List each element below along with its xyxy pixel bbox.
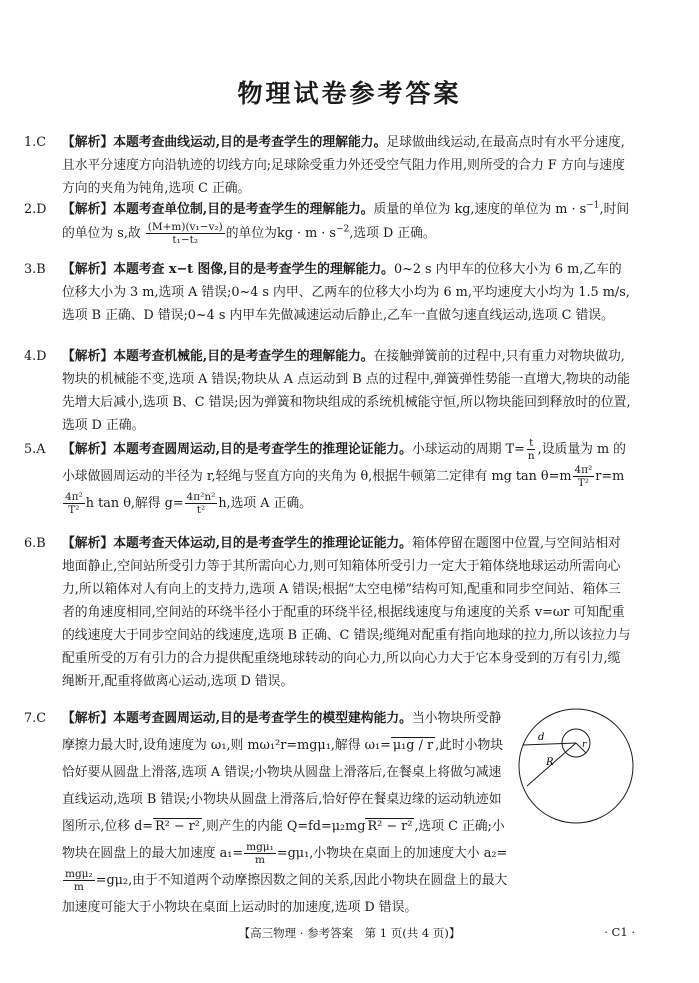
analysis-head: 本题考查机械能,目的是考查学生的理解能力。 [113,349,374,364]
analysis-body: 小球运动的周期 T= [411,442,525,457]
circle-figure [516,706,636,826]
fraction-denominator: t₁−t₂ [172,234,199,246]
outer-circle [519,709,633,823]
sqrt-expression: μ₁g / r [392,738,434,753]
analysis-tag: 【解析】 [62,202,114,217]
footer-code: · C1 · [604,925,635,939]
fraction [573,464,595,489]
answer-number: 4.D [24,349,47,364]
analysis-body: ,时间的单位为 s,故 [62,202,630,241]
fraction-denominator: n [527,450,535,462]
fraction-denominator: T² [68,504,80,516]
answer-5 [24,436,632,517]
answer-number: 7.C [24,711,47,726]
analysis-head: 本题考查天体运动,目的是考查学生的推理论证能力。 [113,536,412,551]
fraction-denominator: T² [577,477,589,489]
analysis-head: 本题考查 x−t 图像,目的是考查学生的理解能力。 [113,262,394,277]
analysis-tag: 【解析】 [62,135,114,150]
fraction [244,841,276,866]
analysis-body: 质量的单位为 kg,速度的单位为 m · s [373,202,587,217]
analysis-body: 的单位为kg · m · s [225,226,336,241]
page-footer: 【高三物理 · 参考答案 第 1 页(共 4 页)】 [238,926,461,940]
label-d: d [538,732,545,743]
exponent: −1 [586,200,600,211]
analysis-body: ,选项 C 正确;小物块在圆盘上的最大加速度 a₁= [62,819,505,861]
fraction-denominator: t² [196,504,206,516]
analysis-body: ,此时小物块恰好要从圆盘上滑落,选项 A 错误;小物块从圆盘上滑落后,在餐桌上将做匀减速直线运动,选项 B 错误;小物块从圆盘上滑落后,恰好停在餐桌边缘的运动轨迹如图所示,位移 d= [62,738,504,834]
exponent: −2 [336,224,350,235]
analysis-body: =gμ₁,小物块在桌面上的加速度大小 a₂= [276,846,508,861]
analysis-body: ,设质量为 m 的小球做圆周运动的半径为 r,轻绳与竖直方向的夹角为 θ,根据牛顿第二定律有 mg tan θ=m [62,442,626,484]
analysis-tag: 【解析】 [62,349,114,364]
answer-number: 1.C [24,135,47,150]
sqrt-expression: R² − r² [367,819,413,834]
page-title: 物理试卷参考答案 [237,79,462,108]
fraction-denominator: m [255,854,265,866]
answer-number: 6.B [24,536,46,551]
analysis-head: 本题考查圆周运动,目的是考查学生的模型建构能力。 [113,711,412,726]
fraction [185,491,218,516]
analysis-body: =gμ₂,由于不知道两个动摩擦因数之间的关系,因此小物块在圆盘上的最大加速度可能大于小物块在桌面上运动时的加速度,选项 D 错误。 [62,873,508,915]
answer-6 [24,532,632,693]
fraction-numerator: mgμ₂ [65,868,93,880]
analysis-head: 本题考查单位制,目的是考查学生的理解能力。 [113,202,374,217]
answer-4 [24,345,632,437]
analysis-tag: 【解析】 [62,262,114,277]
analysis-body: r=m [595,469,625,484]
fraction-numerator: mgμ₁ [246,841,274,853]
fraction [526,437,537,462]
analysis-body: 箱体停留在题图中位置,与空间站相对地面静止,空间站所受引力等于其所需向心力,则可知箱体所受引力一定大于箱体绕地球运动所需向心力,所以箱体对人有向上的支持力,选项 A 错误;根据“太空电梯”结构可知,配重和同步空间站、箱体三者的角速度相同,空间站的环绕半径小于配重的环绕半径,根据线速度与角速度的关系 v=ωr 可知配重的线速度大于同步空间站的线速度,选项 B 正确、C 错误;缆绳对配重有指向地球的拉力,所以该拉力与配重所受的万有引力的合力提供配重绕地球转动的向心力,所以向心力大于它本身受到的万有引力,缆绳断开,配重将做离心运动,选项 D 错误。 [62,536,631,689]
sqrt-expression: R² − r² [155,819,200,834]
analysis-body: ,则产生的内能 Q=fd=μ₂mg [201,819,366,834]
answer-1 [24,131,632,200]
fraction [63,868,95,893]
label-R: R [546,757,554,768]
analysis-head: 本题考查曲线运动,目的是考查学生的理解能力。 [113,135,387,150]
fraction-numerator: 4π² [65,491,83,503]
fraction [146,221,225,246]
answer-number: 5.A [24,442,46,457]
answer-2 [24,198,632,246]
answer-7 [24,705,510,921]
analysis-body: 当小物块所受静摩擦力最大时,设角速度为 ω₁,则 mω₁²r=mgμ₁,解得 ω₁= [62,711,502,753]
analysis-tag: 【解析】 [62,711,114,726]
answer-number: 2.D [24,202,47,217]
fraction-numerator: 4π²n² [186,491,216,503]
distance-line [523,743,576,745]
answer-3 [24,258,632,327]
analysis-body: h tan θ,解得 g= [85,496,184,511]
fraction-numerator: t [529,437,534,449]
label-r: r [582,740,587,750]
analysis-body: h,选项 A 正确。 [218,496,312,511]
analysis-tag: 【解析】 [62,536,114,551]
fraction [63,491,85,516]
fraction-numerator: 4π² [574,464,593,476]
analysis-body: 足球做曲线运动,在最高点时有水平分速度,且水平分速度方向沿轨迹的切线方向;足球除受重力外还受空气阻力作用,则所受的合力 F 方向与速度方向的夹角为钝角,选项 C 正确。 [62,135,625,196]
analysis-head: 本题考查圆周运动,目的是考查学生的推理论证能力。 [113,442,412,457]
answer-number: 3.B [24,262,46,277]
analysis-body: 在接触弹簧前的过程中,只有重力对物块做功,物块的机械能不变,选项 A 错误;物块从 A 点运动到 B 点的过程中,弹簧弹性势能一直增大,物块的动能先增大后减小,选项 B、C 错误;因为弹簧和物块组成的系统机械能守恒,所以物块能回到释放时的位置,选项 D 正确。 [62,349,631,433]
analysis-tag: 【解析】 [62,442,114,457]
analysis-body: ,选项 D 正确。 [349,226,436,241]
analysis-body: 0~2 s 内甲车的位移大小为 6 m,乙车的位移大小为 3 m,选项 A 错误;0~4 s 内甲、乙两车的位移大小均为 6 m,平均速度大小均为 1.5 m/s,选项 B 正确、D 错误;0~4 s 内甲车先做减速运动后静止,乙车一直做匀速直线运动,选项 C 错误。 [62,262,630,323]
fraction-numerator: (M+m)(v₁−v₂) [147,221,223,233]
fraction-denominator: m [73,881,84,893]
